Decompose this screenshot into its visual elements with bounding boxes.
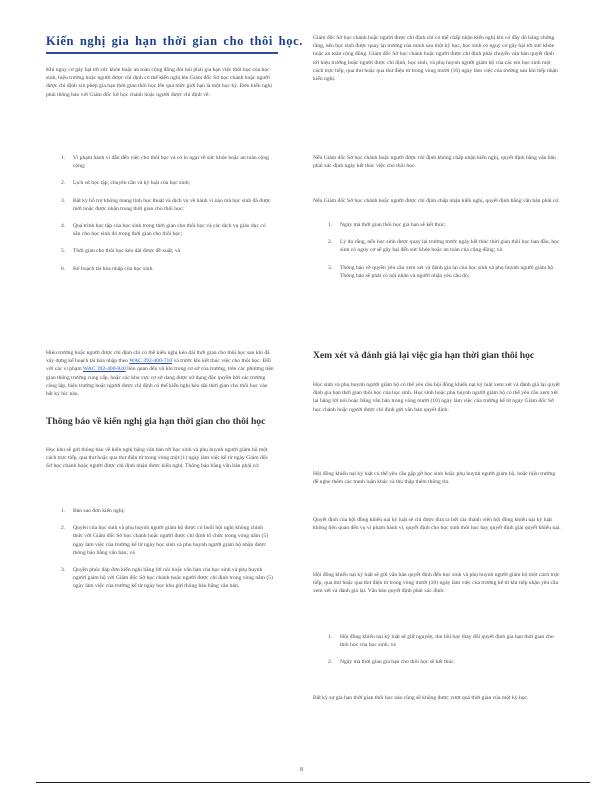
list-number: 2. (61, 525, 66, 532)
list-text: Vi phạm hành vi dẫn đến việc cho thôi học và có lo ngại về sức khỏe hoặc an toàn cộng cộng; (73, 155, 269, 170)
right-list-2 (313, 633, 561, 667)
list-item (46, 222, 274, 238)
list-item (46, 524, 274, 557)
list-number: 2. (328, 659, 333, 666)
review-request-paragraph: Học sinh và phụ huynh người giám hộ có thể yêu cầu hội đồng khiếu nại kỷ luật xem xét và đánh giá lại quyết định gia hạn thời gian thôi học của học sinh. Học sinh hoặc phụ huynh người giám hộ có thể yêu cầu xem xét lại bằng lời nói hoặc bằng văn bản trong vòng mười (10) ngày làm việc của trường kể từ ngày Giám đốc Sở học chánh hoặc người được chỉ định gửi văn bản quyết định. (313, 382, 560, 413)
list-text: Lý do rằng, nếu học sinh được quay lại trường trước ngày kết thúc thời gian thôi học ban đầu, học sinh có nguy cơ sẽ gây hại đến sức khỏe hoặc an toàn của cộng đồng; và (340, 239, 560, 254)
list-item (313, 264, 561, 280)
list-item (313, 221, 561, 229)
list-text: Quyền phúc đáp đơn kiến nghị bằng lời nói hoặc văn bản của học sinh và phụ huynh người giám hộ với Giám đốc Sở học chánh hoặc người được chỉ định trong vòng năm (5) ngày làm việc của trường kể từ ngày học khu gửi thông báo bằng văn bản. (73, 567, 273, 590)
limit-paragraph: Bất kỳ sự gia hạn thời gian thôi học nào cũng sẽ không được vượt quá thời gian của một kỳ học. (313, 695, 529, 701)
right-list-1 (313, 221, 561, 280)
list-item (46, 197, 274, 213)
board-meeting-paragraph: Hội đồng khiếu nại kỷ luật có thể yêu cầu gặp gỡ học sinh hoặc phụ huynh người giám hộ, hoặc hiệu trưởng để nghe thêm các tranh luận khác và thu thập thêm thông tin. (313, 471, 556, 486)
list-text: Ngày mà thời gian gia hạn cho thôi học sẽ kết thúc. (340, 659, 456, 666)
list-item (46, 247, 274, 255)
denial-paragraph: Nếu Giám đốc Sở học chánh hoặc người được chỉ định không chấp nhận kiến nghị, quyết định bằng văn bản phải xác định ngày kết thúc việc cho thôi học. (313, 155, 556, 170)
list-number: 5. (61, 248, 66, 255)
list-item (46, 265, 274, 273)
list-item (46, 566, 274, 591)
list-text: Thời gian cho thôi học kéo dài được đề xuất; và (73, 248, 181, 255)
left-para-2 (46, 349, 274, 398)
list-number: 1. (61, 508, 66, 514)
left-para-3 (46, 446, 274, 471)
intro-paragraph: Khi nguy cơ gây hại tới sức khỏe hoặc an toàn cộng đồng đòi hỏi phải gia hạn việc thôi học của học sinh, hiệu trưởng hoặc người được chỉ định có thể kiến nghị lên Giám đốc Sở học chánh hoặc người được chỉ định xin phép gia hạn thời gian thôi học lên quá mức giới hạn là một học kỳ. Đơn kiến nghị phải thông báo với Giám đốc Sở học chánh hoặc người được chỉ định về: (46, 67, 272, 98)
title-underline (46, 52, 278, 54)
list-number: 4. (61, 223, 66, 230)
notice-paragraph: Học khu sẽ gửi thông báo về kiến nghị bằng văn bản tới học sinh và phụ huynh người giám hộ một cách trực tiếp, qua thư hoặc qua thư điện tử trong vòng một (1) ngày làm việc kể từ ngày Giám đốc Sở học chánh hoặc người được chỉ định nhận được kiến nghị. Thông báo bằng văn bản phải có: (46, 447, 269, 470)
left-list-1 (46, 154, 274, 273)
list-number: 2. (61, 180, 66, 187)
list-number: 1. (328, 634, 333, 640)
footer-rule (36, 782, 590, 783)
right-para-5 (313, 470, 561, 486)
board-decision-paragraph: Quyết định của hội đồng khiếu nại kỷ luật sẽ chỉ được đưa ra bởi các thành viên hội đồng khiếu nại kỷ luật không liên quan đến vụ vi phạm hành vi, quyết định cho học sinh thôi học hay quyết định giải quyết khiếu nại. (313, 517, 561, 532)
right-para-6 (313, 516, 561, 532)
list-text: Kế hoạch tái hòa nhập của học sinh. (73, 265, 154, 272)
para-text: Hiệu trưởng hoặc người được chỉ định chỉ có thể kiến nghị kéo dài thời gian cho thôi học sau khi đã xây dựng kế hoạch tái hòa nhập theo (46, 350, 270, 365)
para-text: và trước khi kết thúc việc cho thôi học. Đối với các vi phạm (46, 358, 271, 373)
list-text: Lịch sử học tập, chuyên cần và kỷ luật của học sinh; (73, 180, 191, 187)
left-list-2 (46, 507, 274, 591)
section-heading-notice: Thông báo về kiến nghị gia hạn thời gian cho thôi học (46, 416, 266, 427)
list-item (313, 633, 561, 649)
written-decision-paragraph: Hội đồng khiếu nại kỷ luật sẽ gửi văn bản quyết định đến học sinh và phụ huynh người giám hộ một cách trực tiếp, qua thư hoặc qua thư điện tử trong vòng mười (10) ngày làm việc của trường kể từ khi tiếp nhận yêu cầu xem xét và đánh giá lại. Văn bản quyết định phải xác định: (313, 572, 560, 595)
list-number: 1. (61, 155, 66, 161)
list-number: 3. (328, 264, 333, 271)
right-para-1 (313, 34, 561, 83)
list-item (46, 507, 274, 515)
page-title: Kiến nghị gia hạn thời gian cho thôi học. (46, 34, 303, 48)
list-number: 3. (61, 197, 66, 204)
list-text: Quá trình học tập của học sinh trong thời gian cho thôi học và các dịch vụ giáo dục có sẵn cho học sinh đó trong thời gian cho thôi học; (73, 223, 266, 238)
wac-link-710[interactable]: WAC 392-400-710 (129, 358, 173, 365)
page-number: 8 (300, 767, 303, 773)
left-heading (46, 416, 274, 427)
list-number: 2. (328, 239, 333, 246)
list-number: 6. (61, 265, 66, 272)
list-item (313, 658, 561, 666)
list-text: Ngày mà thời gian thôi học gia hạn sẽ kết thúc; (340, 222, 446, 228)
decision-contents-paragraph: Nếu Giám đốc Sở học chánh hoặc người được chỉ định chấp nhận kiến nghị, quyết định bằng văn bản phải có: (313, 198, 560, 204)
right-para-8 (313, 694, 561, 702)
list-text: Bất kỳ hỗ trợ không mang tính học thuật và dịch vụ về hành vi nào mà học sinh đã được mời hoặc được nhận trong thời gian cho thôi học; (73, 197, 271, 212)
right-para-7 (313, 571, 561, 596)
list-text: Thông báo về quyền yêu cầu xem xét và đánh giá lại của học sinh và phụ huynh người giám hộ. Thông báo sẽ phải có nội nhân và người nhận yêu cầu đó; (340, 264, 555, 279)
para-text: liên quan đến vũ khí trong cơ sở của trường, trên các phương tiện giao thông trường cung cấp, hoặc các khu vực cơ sở dang được sử dụng độc quyền bởi các trường công lập, hiệu trưởng hoặc người được chỉ định có thể kiến nghị kéo dài thời gian cho thôi học vào bất kỳ lúc nào. (46, 366, 274, 398)
right-para-3 (313, 197, 561, 205)
right-heading (313, 350, 561, 361)
extension-conditions-paragraph (46, 349, 274, 398)
list-item (46, 179, 274, 187)
list-number: 1. (328, 222, 333, 228)
list-number: 3. (61, 567, 66, 574)
right-para-4 (313, 381, 561, 414)
list-text: Quyền của học sinh và phụ huynh người giám hộ được có buổi hội nghị không chính thức với Giám đốc Sở học chánh hoặc người được chỉ định tổ chức trong vòng năm (5) ngày làm việc của trường kể từ ngày học sinh và phụ huynh người giám hộ nhận được thông báo bằng văn bản; và (73, 525, 268, 556)
section-heading-review: Xem xét và đánh giá lại việc gia hạn thời gian thôi học (313, 350, 535, 361)
wac-link-820[interactable]: WAC 392-400-820 (83, 366, 126, 373)
list-item (46, 154, 274, 170)
list-text: Bản sao đơn kiến nghị; (73, 508, 125, 514)
left-intro (46, 66, 274, 99)
list-text: Hội đồng khiếu nại kỷ luật sẽ giữ nguyên, thu hồi hay thay đổi quyết định gia hạn thời gian cho thôi học của học sinh; và (340, 634, 554, 649)
list-item (313, 238, 561, 254)
right-para-2 (313, 154, 561, 170)
approval-paragraph: Giám đốc Sở học chánh hoặc người được chỉ định chỉ có thể chấp nhận kiến nghị khi có đầy đủ bằng chứng rằng, nếu học sinh được quay lại trường của mình sau một kỳ học, học sinh có nguy cơ gây hại tới sức khỏe hoặc an toàn cộng đồng. Giám đốc Sở học chánh hoặc người được chỉ định phải chuyển văn bản quyết định tới hiệu trưởng hoặc người được chỉ định, học sinh, và phụ huynh người giám hộ của các em học sinh một cách trực tiếp, qua thư hoặc qua thư điện tử trong vòng mười (10) ngày làm việc của trường sau khi tiếp nhận kiến nghị. (313, 35, 558, 83)
